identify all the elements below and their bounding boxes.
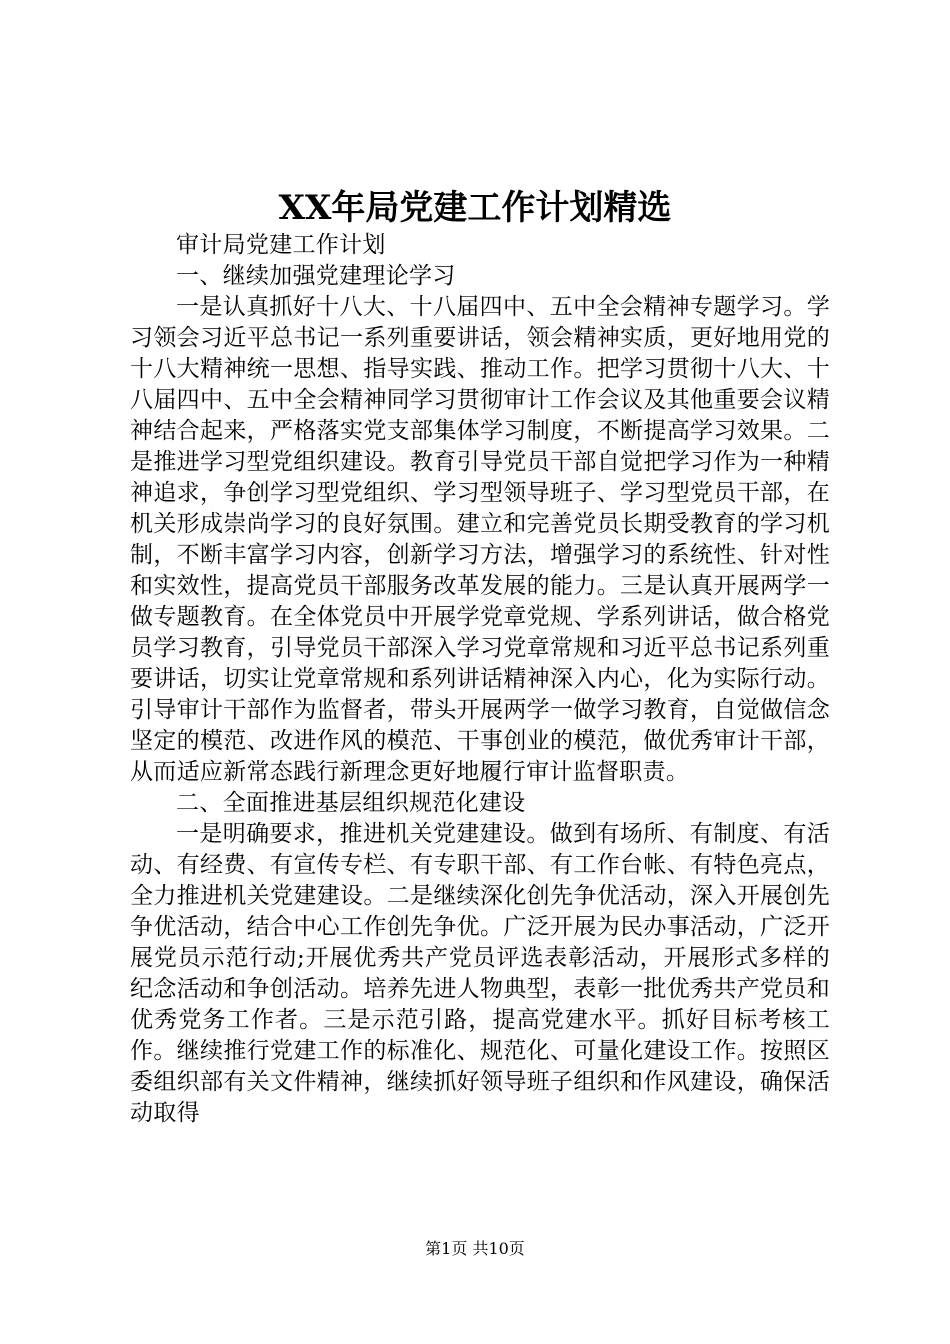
section-heading-2: 二、全面推进基层组织规范化建设	[176, 790, 526, 816]
paragraph-section-1: 一是认真抓好十八大、十八届四中、五中全会精神专题学习。学习领会习近平总书记一系列重要讲话，领会精神实质，更好地用党的十八大精神统一思想、指导实践、推动工作。把学习贯彻十八大、十八届四中、五中全会精神同学习贯彻审计工作会议及其他重要会议精神结合起来，严格落实党支部集体学习制度，不断提高学习效果。二是推进学习型党组织建设。教育引导党员干部自觉把学习作为一种精神追求，争创学习型党组织、学习型领导班子、学习型党员干部，在机关形成崇尚学习的良好氛围。建立和完善党员长期受教育的学习机制，不断丰富学习内容，创新学习方法，增强学习的系统性、针对性和实效性，提高党员干部服务改革发展的能力。三是认真开展两学一做专题教育。在全体党员中开展学党章党规、学系列讲话，做合格党员学习教育，引导党员干部深入学习党章常规和习近平总书记系列重要讲话，切实让党章常规和系列讲话精神深入内心，化为实际行动。引导审计干部作为监督者，带头开展两学一做学习教育，自觉做信念坚定的模范、改进作风的模范、干事创业的模范，做优秀审计干部，从而适应新常态践行新理念更好地履行审计监督职责。	[130, 294, 830, 785]
page-number-footer: 第1页 共10页	[425, 1239, 525, 1258]
section-heading-1: 一、继续加强党建理论学习	[176, 263, 456, 289]
document-title: XX年局党建工作计划精选	[278, 188, 672, 228]
document-body	[130, 230, 830, 1129]
paragraph-section-2: 一是明确要求，推进机关党建建设。做到有场所、有制度、有活动、有经费、有宣传专栏、有专职干部、有工作台帐、有特色亮点，全力推进机关党建建设。二是继续深化创先争优活动，深入开展创先争优活动，结合中心工作创先争优。广泛开展为民办事活动，广泛开展党员示范行动;开展优秀共产党员评选表彰活动，开展形式多样的纪念活动和争创活动。培养先进人物典型，表彰一批优秀共产党员和优秀党务工作者。三是示范引路，提高党建水平。抓好目标考核工作。继续推行党建工作的标准化、规范化、可量化建设工作。按照区委组织部有关文件精神，继续抓好领导班子组织和作风建设，确保活动取得	[130, 821, 830, 1126]
paragraph-subtitle: 审计局党建工作计划	[176, 232, 386, 258]
